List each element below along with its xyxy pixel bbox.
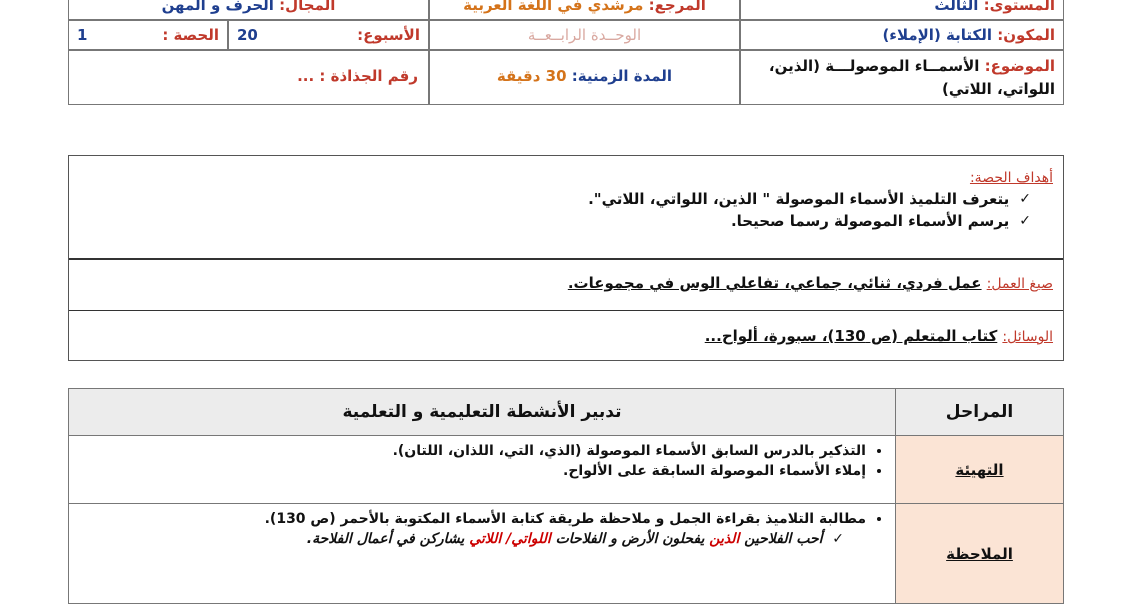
topic-label: الموضوع: xyxy=(979,57,1055,75)
example-highlight: اللواتي/ اللاتي xyxy=(469,531,551,547)
work-forms-value: عمل فردي، ثنائي، جماعي، تفاعلي الوس في مجموعات. xyxy=(567,274,982,292)
reference-value: مرشدي في اللغة العربية xyxy=(463,0,644,14)
objectives-title: أهداف الحصة: xyxy=(969,170,1053,186)
level-cell xyxy=(740,0,1064,20)
example-highlight: الذين xyxy=(709,531,740,547)
session-cell xyxy=(68,20,228,50)
component-cell xyxy=(740,20,1064,50)
table-row xyxy=(69,436,1064,504)
table-header-row xyxy=(69,389,1064,436)
duration-cell xyxy=(429,50,740,105)
session-label: الحصة : xyxy=(162,26,219,44)
objective-text: يرسم الأسماء الموصولة رسما صحيحا. xyxy=(730,212,1010,230)
reference-cell xyxy=(429,0,740,20)
divider xyxy=(69,310,1063,311)
objective-item xyxy=(83,212,1031,230)
stage-cell xyxy=(896,504,1064,604)
divider xyxy=(69,258,1063,260)
component-label: المكون: xyxy=(992,26,1055,44)
checkmark-icon: ✓ xyxy=(822,531,844,547)
level-label: المستوى: xyxy=(978,0,1055,14)
week-label: الأسبوع: xyxy=(357,26,420,44)
field-value: الحرف و المهن xyxy=(161,0,274,14)
example-text: يفحلون الأرض و الفلاحات xyxy=(550,531,710,547)
sheet-cell xyxy=(68,50,429,105)
week-value: 20 xyxy=(237,26,258,44)
component-value: الكتابة (الإملاء) xyxy=(882,26,993,44)
objectives-section xyxy=(83,170,1053,230)
activity-cell xyxy=(69,436,896,504)
checkmark-icon: ✓ xyxy=(1019,213,1031,229)
example-text: أحب الفلاحين xyxy=(739,531,823,547)
topic-value: الأسمــاء الموصولـــة (الذين، اللواتي، اللاتي) xyxy=(768,57,1055,98)
activities-header: تدبير الأنشطة التعليمية و التعلمية xyxy=(69,389,896,436)
field-label: المجال: xyxy=(273,0,336,14)
stages-header: المراحل xyxy=(896,389,1064,436)
duration-label: المدة الزمنية: xyxy=(566,67,673,85)
reference-label: المرجع: xyxy=(643,0,706,14)
stage-cell xyxy=(896,436,1064,504)
field-cell xyxy=(68,0,429,20)
sheet-value: ... xyxy=(297,67,315,85)
stage-label: الملاحظة xyxy=(946,544,1013,563)
materials-section xyxy=(705,326,1053,345)
session-info-box xyxy=(68,155,1064,361)
session-value: 1 xyxy=(77,26,88,44)
table-row xyxy=(69,504,1064,604)
list-item: • التذكير بالدرس السابق الأسماء الموصولة (الذي، التي، اللذان، اللتان). xyxy=(80,443,866,459)
week-cell xyxy=(228,20,429,50)
lesson-plan-table xyxy=(68,388,1064,604)
checkmark-icon: ✓ xyxy=(1019,191,1031,207)
list-item: • إملاء الأسماء الموصولة السابقة على الألواح. xyxy=(80,463,866,479)
work-forms-title: صيغ العمل: xyxy=(986,276,1053,292)
example-text: يشاركن في أعمال الفلاحة. xyxy=(306,531,470,547)
example-sentence xyxy=(70,531,894,547)
sheet-label: رقم الجذاذة : xyxy=(314,67,418,85)
level-value: الثالث xyxy=(934,0,979,14)
work-forms-section xyxy=(568,273,1053,292)
topic-cell xyxy=(740,50,1064,105)
list-item: • مطالبة التلاميذ بقراءة الجمل و ملاحظة طريقة كتابة الأسماء المكتوبة بالأحمر (ص 130). xyxy=(80,511,866,527)
materials-title: الوسائل: xyxy=(1002,329,1053,345)
stage-label: التهيئة xyxy=(955,460,1004,479)
objective-text: يتعرف التلميذ الأسماء الموصولة " الذين، اللواتي، اللاتي". xyxy=(588,190,1010,208)
activity-cell xyxy=(69,504,896,604)
unit-cell xyxy=(429,20,740,50)
unit-value: الوحــدة الرابــعــة xyxy=(527,26,642,44)
objective-item xyxy=(83,190,1031,208)
materials-value: كتاب المتعلم (ص 130)، سبورة، ألواح... xyxy=(704,327,998,345)
duration-value: 30 دقيقة xyxy=(496,67,567,85)
